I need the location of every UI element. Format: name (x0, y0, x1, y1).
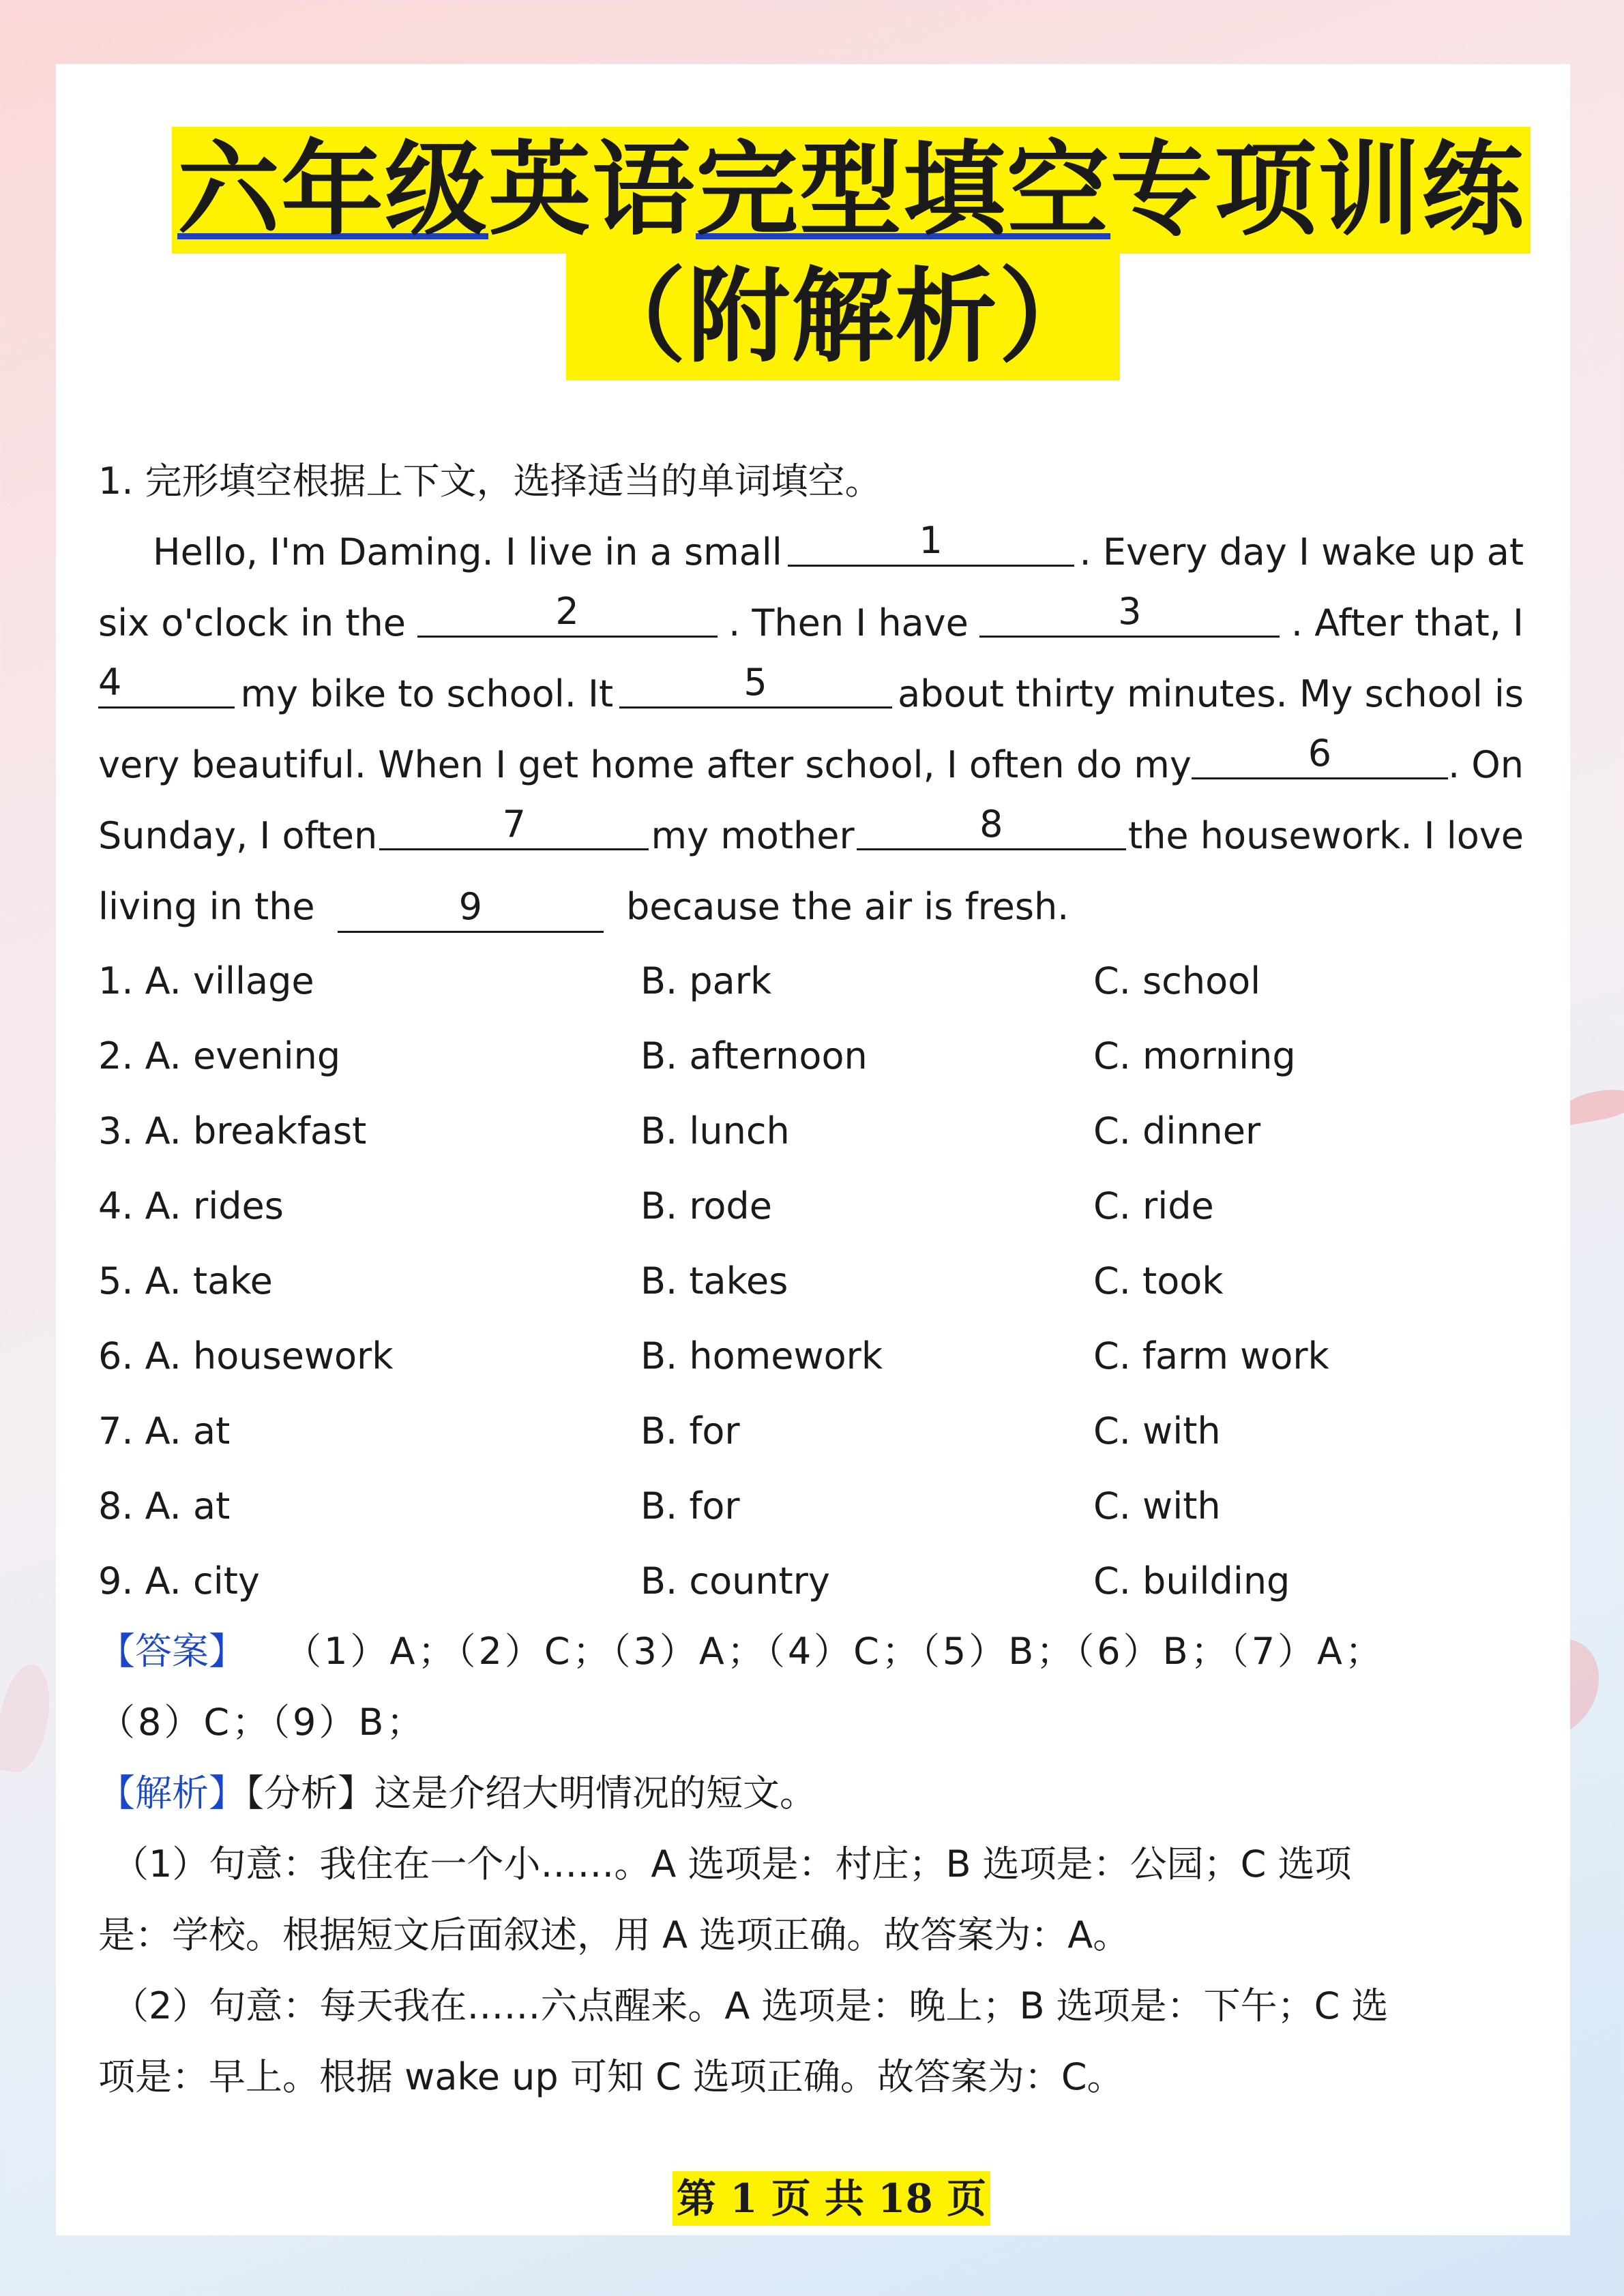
option-row: 2. A. evening B. afternoon C. morning (98, 1034, 1296, 1077)
option-row: 3. A. breakfast B. lunch C. dinner (98, 1109, 1261, 1152)
blank-7: 7 (379, 801, 649, 850)
blank-5: 5 (619, 659, 892, 709)
answer-tag: 【答案】 (98, 1630, 246, 1673)
analysis-tag: 【解析】 (98, 1772, 246, 1815)
answer-line-2: （8）C；（9）B； (98, 1701, 426, 1744)
passage-line-1: Hello, I'm Daming. I live in a small 1 . Every day I wake up at (98, 517, 1524, 588)
analysis-intro: 【解析】【分析】这是介绍大明情况的短文。 (98, 1772, 816, 1815)
passage-line-3: 4 my bike to school. It 5 about thirty minutes. My school is (98, 659, 1524, 730)
passage-line-4: very beautiful. When I get home after school, I often do my 6 . On (98, 730, 1524, 801)
petal-decoration (0, 1660, 57, 1776)
option-row: 7. A. at B. for C. with (98, 1410, 1221, 1452)
option-row: 1. A. village B. park C. school (98, 959, 1261, 1002)
analysis-paragraph: （1）句意：我住在一个小……。A 选项是：村庄；B 选项是：公园；C 选项 (112, 1843, 1352, 1885)
blank-6: 6 (1192, 730, 1448, 779)
option-row: 4. A. rides B. rode C. ride (98, 1184, 1214, 1227)
option-row: 8. A. at B. for C. with (98, 1485, 1221, 1527)
blank-1: 1 (788, 517, 1074, 567)
document-page (56, 64, 1570, 2235)
passage-line-2: six o'clock in the 2 . Then I have 3 . After that, I (98, 588, 1524, 659)
title-line-2: （附解析） (566, 254, 1120, 381)
analysis-paragraph: 项是：早上。根据 wake up 可知 C 选项正确。故答案为：C。 (98, 2055, 1124, 2098)
option-row: 6. A. housework B. homework C. farm work (98, 1335, 1329, 1377)
blank-4: 4 (98, 659, 235, 709)
blank-8: 8 (857, 801, 1126, 850)
title-line-1: 六年级英语完型填空专项训练 (172, 127, 1531, 254)
answer-line-1: 【答案】 （1）A；（2）C；（3）A；（4）C；（5）B；（6）B；（7）A； (98, 1630, 1385, 1673)
passage-line-6: living in the 9 because the air is fresh. (98, 871, 1069, 942)
blank-2: 2 (417, 588, 718, 638)
analysis-paragraph: （2）句意：每天我在……六点醒来。A 选项是：晚上；B 选项是：下午；C 选 (112, 1984, 1389, 2027)
option-row: 9. A. city B. country C. building (98, 1560, 1290, 1602)
passage-line-5: Sunday, I often 7 my mother 8 the housework. I love (98, 801, 1524, 871)
blank-3: 3 (979, 588, 1280, 638)
option-row: 5. A. take B. takes C. took (98, 1259, 1224, 1302)
question-heading: 1. 完形填空根据上下文，选择适当的单词填空。 (98, 460, 882, 503)
analysis-paragraph: 是：学校。根据短文后面叙述，用 A 选项正确。故答案为：A。 (98, 1913, 1130, 1956)
blank-9: 9 (338, 883, 604, 933)
page-number: 第 1 页 共 18 页 (673, 2171, 990, 2226)
